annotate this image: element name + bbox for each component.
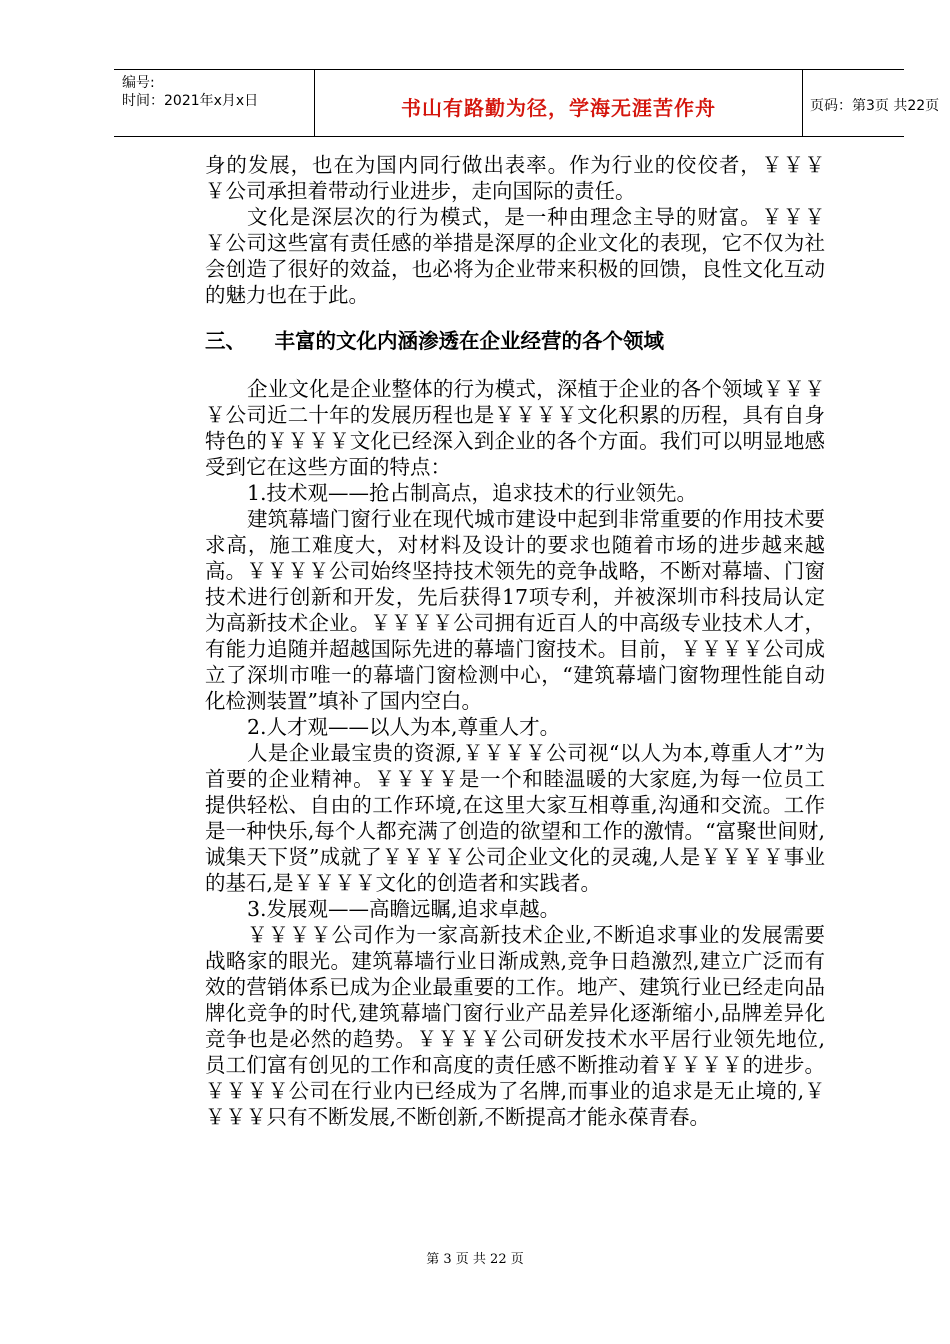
paragraph: 企业文化是企业整体的行为模式，深植于企业的各个领域￥￥￥￥公司近二十年的发展历程也是￥￥￥￥文化积累的历程，具有自身特色的￥￥￥￥文化已经深入到企业的各个方面。我们可以明显地感受到它在这些方面的特点： bbox=[205, 377, 825, 479]
paragraph: ￥￥￥￥公司作为一家高新技术企业,不断追求事业的发展需要战略家的眼光。建筑幕墙行业日渐成熟,竞争日趋激烈,建立广泛而有效的营销体系已成为企业最重要的工作。地产、建筑行业已经走向品牌化竞争的时代,建筑幕墙门窗行业产品差异化逐渐缩小,品牌差异化竞争也是必然的趋势。￥￥￥￥公司研发技术水平居行业领先地位,员工们富有创见的工作和高度的责任感不断推动着￥￥￥￥的进步。￥￥￥￥公司在行业内已经成为了名牌,而事业的追求是无止境的,￥￥￥￥只有不断发展,不断创新,不断提高才能永葆青春。 bbox=[205, 923, 825, 1129]
list-item: 1.技术观——抢占制高点，追求技术的行业领先。 bbox=[247, 481, 698, 505]
motto: 书山有路勤为径，学海无涯苦作舟 bbox=[401, 96, 716, 120]
header-page-cell bbox=[802, 70, 940, 136]
page-header bbox=[114, 69, 940, 137]
header-page-info: 页码：第3页 共22页 bbox=[810, 98, 940, 114]
paragraph: 建筑幕墙门窗行业在现代城市建设中起到非常重要的作用技术要求高，施工难度大，对材料及设计的要求也随着市场的进步越来越高。￥￥￥￥公司始终坚持技术领先的竞争战略，不断对幕墙、门窗技术进行创新和开发，先后获得17项专利，并被深圳市科技局认定为高新技术企业。￥￥￥￥公司拥有近百人的中高级专业技术人才，有能力追随并超越国际先进的幕墙门窗技术。目前，￥￥￥￥公司成立了深圳市唯一的幕墙门窗检测中心，“建筑幕墙门窗物理性能自动化检测装置”填补了国内空白。 bbox=[205, 507, 825, 713]
list-item: 3.发展观——高瞻远瞩,追求卓越。 bbox=[247, 897, 561, 921]
document-date: 时间：2021年x月x日 bbox=[122, 93, 259, 109]
header-motto-cell bbox=[314, 70, 803, 136]
section-heading: 三、 丰富的文化内涵渗透在企业经营的各个领域 bbox=[205, 329, 665, 353]
document-body bbox=[205, 152, 825, 1130]
list-item: 2.人才观——以人为本,尊重人才。 bbox=[247, 715, 561, 739]
paragraph: 文化是深层次的行为模式，是一种由理念主导的财富。￥￥￥￥公司这些富有责任感的举措是深厚的企业文化的表现，它不仅为社会创造了很好的效益，也必将为企业带来积极的回馈，良性文化互动的魅力也在于此。 bbox=[205, 205, 825, 307]
paragraph: 人是企业最宝贵的资源,￥￥￥￥公司视“以人为本,尊重人才”为首要的企业精神。￥￥￥￥是一个和睦温暖的大家庭,为每一位员工提供轻松、自由的工作环境,在这里大家互相尊重,沟通和交流。工作是一种快乐,每个人都充满了创造的欲望和工作的激情。“富聚世间财,诚集天下贤”成就了￥￥￥￥公司企业文化的灵魂,人是￥￥￥￥事业的基石,是￥￥￥￥文化的创造者和实践者。 bbox=[205, 741, 825, 895]
document-number: 编号: bbox=[122, 75, 155, 91]
page-footer: 第 3 页 共 22 页 bbox=[426, 1252, 524, 1267]
header-meta bbox=[114, 70, 314, 136]
paragraph: 身的发展，也在为国内同行做出表率。作为行业的佼佼者，￥￥￥￥公司承担着带动行业进步，走向国际的责任。 bbox=[205, 153, 825, 203]
